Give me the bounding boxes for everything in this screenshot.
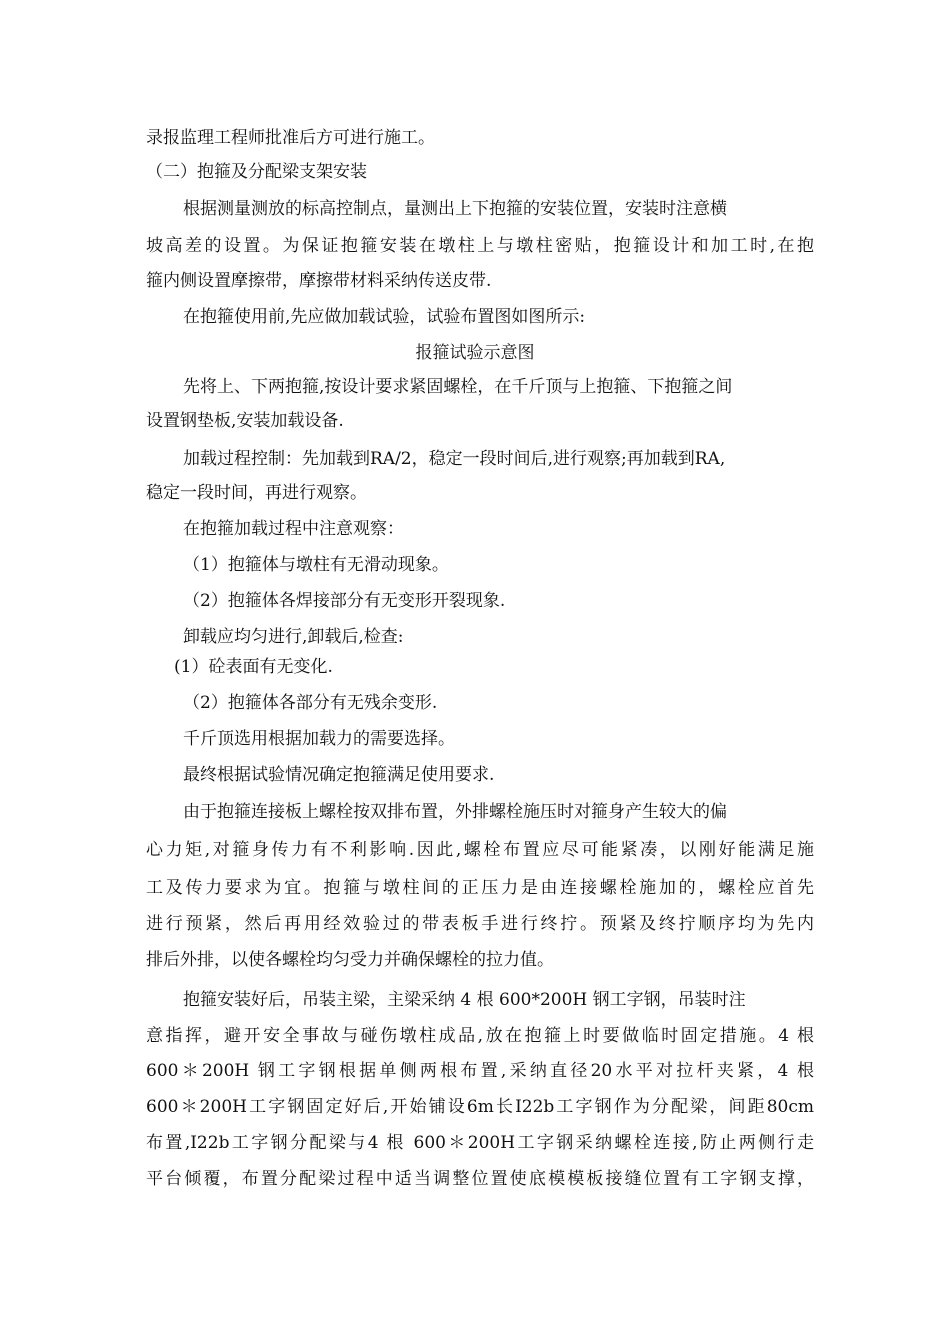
text-line: 平台倾覆，布置分配梁过程中适当调整位置使底模模板接缝位置有工字钢支撑， [146, 1169, 814, 1189]
text-line: 600＊200H工字钢固定好后,开始铺设6m长I22b工字钢作为分配梁，间距80cm [146, 1097, 814, 1117]
text-line: 意指挥，避开安全事故与碰伤墩柱成品,放在抱箍上时要做临时固定措施。4 根 [146, 1026, 814, 1046]
text-line: 在抱箍加载过程中注意观察： [183, 519, 404, 539]
text-line: 进行预紧，然后再用经效验过的带表板手进行终拧。预紧及终拧顺序均为先内 [146, 914, 814, 934]
list-item: （1）抱箍体与墩柱有无滑动现象。 [183, 555, 449, 575]
text-line: 坡高差的设置。为保证抱箍安装在墩柱上与墩柱密贴，抱箍设计和加工时,在抱 [146, 236, 814, 256]
list-item: (1）砼表面有无变化. [174, 657, 333, 677]
text-line: 600＊200H 钢工字钢根据单侧两根布置,采纳直径20水平对拉杆夹紧，4 根 [146, 1061, 814, 1081]
text-line: 录报监理工程师批准后方可进行施工。 [146, 128, 435, 148]
text-line: 卸载应均匀进行,卸载后,检查: [183, 627, 404, 647]
figure-caption: 报箍试验示意图 [415, 343, 535, 363]
text-line: 箍内侧设置摩擦带，摩擦带材料采纳传送皮带. [146, 271, 492, 291]
text-line: 千斤顶选用根据加载力的需要选择。 [183, 729, 455, 749]
text-line: 最终根据试验情况确定抱箍满足使用要求. [183, 765, 495, 785]
text-line: 排后外排，以使各螺栓均匀受力并确保螺栓的拉力值。 [146, 950, 554, 970]
text-line: 布置,I22b工字钢分配梁与4 根 600＊200H工字钢采纳螺栓连接,防止两侧行走 [146, 1133, 814, 1153]
section-heading: （二）抱箍及分配梁支架安装 [146, 162, 367, 182]
text-line: 加载过程控制：先加载到RA/2，稳定一段时间后,进行观察;再加载到RA, [183, 449, 726, 469]
text-line: 心力矩,对箍身传力有不利影响.因此,螺栓布置应尽可能紧凑，以刚好能满足施 [146, 840, 814, 860]
text-line: 抱箍安装好后，吊装主梁，主梁采纳 4 根 600*200H 钢工字钢，吊装时注 [183, 990, 746, 1010]
text-line: 先将上、下两抱箍,按设计要求紧固螺栓，在千斤顶与上抱箍、下抱箍之间 [183, 377, 733, 397]
list-item: （2）抱箍体各焊接部分有无变形开裂现象. [183, 591, 506, 611]
text-line: 根据测量测放的标高控制点，量测出上下抱箍的安装位置，安装时注意横 [183, 199, 727, 219]
text-line: 设置钢垫板,安装加载设备. [146, 411, 344, 431]
text-line: 工及传力要求为宜。抱箍与墩柱间的正压力是由连接螺栓施加的，螺栓应首先 [146, 878, 814, 898]
text-line: 在抱箍使用前,先应做加载试验，试验布置图如图所示: [183, 307, 586, 327]
list-item: （2）抱箍体各部分有无残余变形. [183, 693, 438, 713]
text-line: 由于抱箍连接板上螺栓按双排布置，外排螺栓施压时对箍身产生较大的偏 [183, 802, 727, 822]
text-line: 稳定一段时间，再进行观察。 [146, 483, 367, 503]
